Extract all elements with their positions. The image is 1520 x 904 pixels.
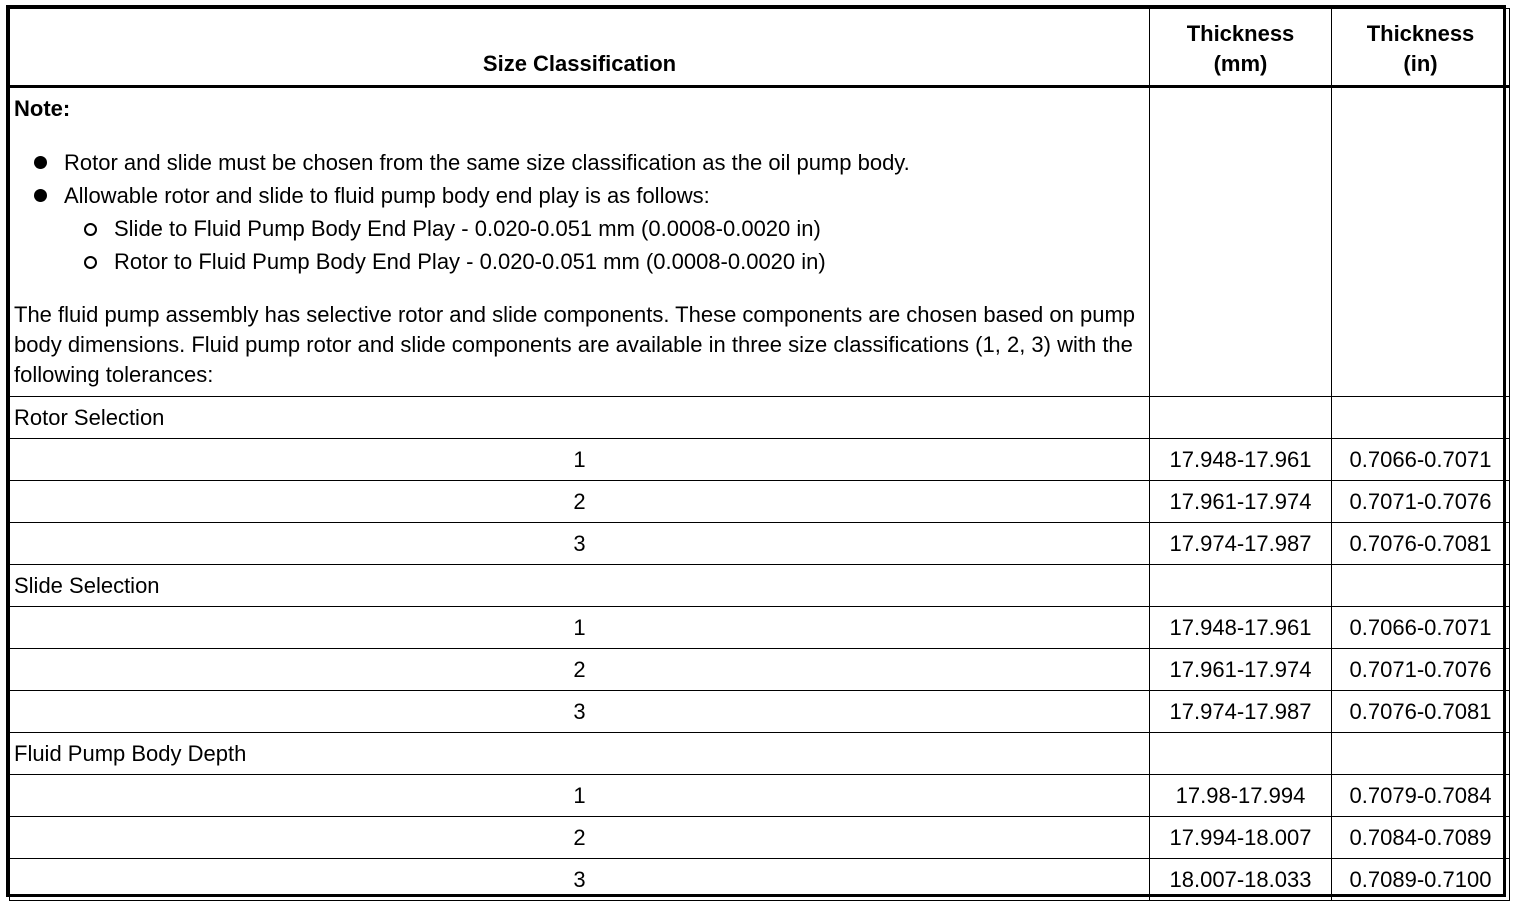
- size-cell: 3: [10, 523, 1150, 565]
- header-thickness-mm-line2: (mm): [1213, 51, 1268, 76]
- header-thickness-in: [1332, 9, 1510, 87]
- note-bullet: [32, 179, 1145, 278]
- section-row-body-depth: [10, 733, 1510, 775]
- size-cell: 2: [10, 649, 1150, 691]
- thickness-mm-cell: 17.961-17.974: [1150, 481, 1332, 523]
- size-cell: 1: [10, 775, 1150, 817]
- empty-cell: [1332, 565, 1510, 607]
- size-cell: 3: [10, 691, 1150, 733]
- empty-cell: [1150, 397, 1332, 439]
- note-row: [10, 87, 1510, 397]
- thickness-in-cell: 0.7084-0.7089: [1332, 817, 1510, 859]
- table-row: [10, 439, 1510, 481]
- table-row: [10, 817, 1510, 859]
- section-title: Slide Selection: [10, 565, 1150, 607]
- table-row: [10, 691, 1510, 733]
- section-row-slide: [10, 565, 1510, 607]
- size-cell: 1: [10, 607, 1150, 649]
- header-thickness-mm-line1: Thickness: [1186, 21, 1295, 46]
- size-cell: 2: [10, 817, 1150, 859]
- thickness-mm-cell: 17.961-17.974: [1150, 649, 1332, 691]
- header-thickness-in-line1: Thickness: [1366, 21, 1475, 46]
- note-bullet-list: [14, 146, 1145, 278]
- thickness-mm-cell: 17.994-18.007: [1150, 817, 1332, 859]
- table-header-row: [10, 9, 1510, 87]
- thickness-mm-cell: 17.974-17.987: [1150, 523, 1332, 565]
- note-sub-bullet: Slide to Fluid Pump Body End Play - 0.020-0.051 mm (0.0008-0.0020 in): [82, 212, 1145, 245]
- table-row: [10, 775, 1510, 817]
- size-cell: 1: [10, 439, 1150, 481]
- note-sub-bullet-list: [64, 212, 1145, 278]
- table-row: [10, 607, 1510, 649]
- thickness-in-cell: 0.7066-0.7071: [1332, 439, 1510, 481]
- note-sub-bullet: Rotor to Fluid Pump Body End Play - 0.020-0.051 mm (0.0008-0.0020 in): [82, 245, 1145, 278]
- empty-cell: [1332, 733, 1510, 775]
- thickness-in-cell: 0.7079-0.7084: [1332, 775, 1510, 817]
- thickness-in-cell: 0.7089-0.7100: [1332, 859, 1510, 901]
- spec-table-frame: [6, 5, 1506, 897]
- note-empty-mm-cell: [1150, 87, 1332, 397]
- size-cell: 2: [10, 481, 1150, 523]
- thickness-in-cell: 0.7071-0.7076: [1332, 481, 1510, 523]
- table-row: [10, 481, 1510, 523]
- note-bullet-text: Allowable rotor and slide to fluid pump body end play is as follows:: [64, 183, 710, 208]
- thickness-mm-cell: 17.974-17.987: [1150, 691, 1332, 733]
- section-row-rotor: [10, 397, 1510, 439]
- thickness-in-cell: 0.7066-0.7071: [1332, 607, 1510, 649]
- section-title: Rotor Selection: [10, 397, 1150, 439]
- note-title: Note:: [14, 96, 71, 121]
- size-classification-table: [9, 8, 1510, 901]
- section-title: Fluid Pump Body Depth: [10, 733, 1150, 775]
- note-empty-in-cell: [1332, 87, 1510, 397]
- header-thickness-mm: [1150, 9, 1332, 87]
- empty-cell: [1150, 733, 1332, 775]
- thickness-in-cell: 0.7071-0.7076: [1332, 649, 1510, 691]
- empty-cell: [1332, 397, 1510, 439]
- thickness-in-cell: 0.7076-0.7081: [1332, 523, 1510, 565]
- header-thickness-in-line2: (in): [1403, 51, 1438, 76]
- table-row: [10, 523, 1510, 565]
- header-size-classification: Size Classification: [10, 9, 1150, 87]
- note-cell: [10, 87, 1150, 397]
- note-paragraph: The fluid pump assembly has selective rotor and slide components. These components are chosen based on pump body dimensions. Fluid pump rotor and slide components are available in three size classifications (1, 2, 3) with the following tolerances:: [14, 302, 1136, 387]
- size-cell: 3: [10, 859, 1150, 901]
- thickness-mm-cell: 17.948-17.961: [1150, 439, 1332, 481]
- table-row: [10, 649, 1510, 691]
- empty-cell: [1150, 565, 1332, 607]
- thickness-in-cell: 0.7076-0.7081: [1332, 691, 1510, 733]
- note-bullet: Rotor and slide must be chosen from the same size classification as the oil pump body.: [32, 146, 1145, 179]
- thickness-mm-cell: 17.948-17.961: [1150, 607, 1332, 649]
- thickness-mm-cell: 17.98-17.994: [1150, 775, 1332, 817]
- table-row: [10, 859, 1510, 901]
- thickness-mm-cell: 18.007-18.033: [1150, 859, 1332, 901]
